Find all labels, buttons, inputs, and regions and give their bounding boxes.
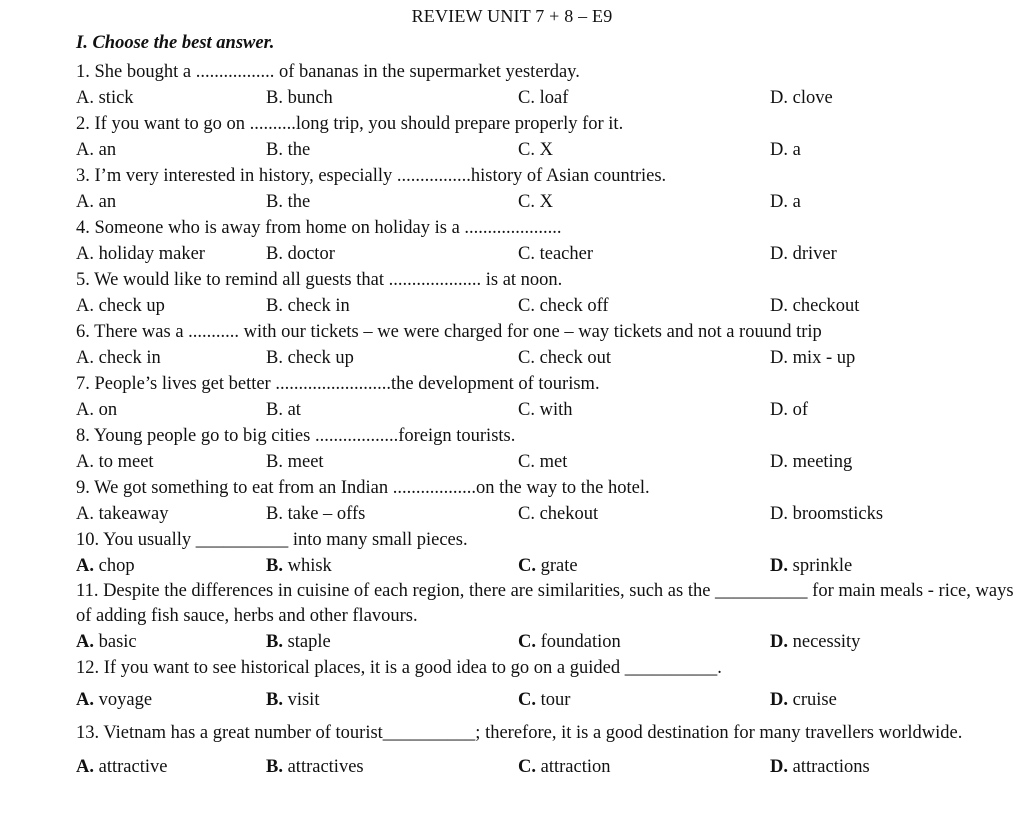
option-text: basic: [94, 632, 137, 652]
option-a[interactable]: A. check up: [76, 296, 165, 316]
option-letter: B.: [266, 556, 283, 576]
option-d[interactable]: D. driver: [770, 244, 837, 264]
option-a[interactable]: A. takeaway: [76, 504, 169, 524]
question-text: 4. Someone who is away from home on holiday is a .....................: [76, 218, 562, 238]
option-b[interactable]: B. at: [266, 400, 301, 420]
section-heading: I. Choose the best answer.: [76, 33, 275, 53]
question-text: 11. Despite the differences in cuisine of each region, there are similarities, such as the __________ for main meals - rice, ways of adding fish sauce, herbs and other flavours.: [76, 581, 1014, 626]
question-text: 2. If you want to go on ..........long trip, you should prepare properly for it.: [76, 114, 624, 134]
option-b[interactable]: [266, 754, 364, 780]
option-b[interactable]: B. doctor: [266, 244, 335, 264]
option-a[interactable]: [76, 687, 152, 713]
option-letter: C.: [518, 556, 536, 576]
option-text: attractions: [788, 757, 870, 777]
option-text: foundation: [536, 632, 621, 652]
option-a[interactable]: A. holiday maker: [76, 244, 205, 264]
option-b[interactable]: B. check up: [266, 348, 354, 368]
options-row: [76, 754, 1021, 780]
option-letter: D.: [770, 757, 788, 777]
option-d[interactable]: D. clove: [770, 88, 833, 108]
option-b[interactable]: B. bunch: [266, 88, 333, 108]
option-d[interactable]: D. mix - up: [770, 348, 856, 368]
question-text: 10. You usually __________ into many small pieces.: [76, 530, 468, 550]
option-text: whisk: [282, 556, 332, 576]
option-text: attraction: [536, 757, 611, 777]
page-title: REVIEW UNIT 7 + 8 – E9: [411, 6, 613, 26]
option-letter: B.: [266, 757, 283, 777]
option-text: visit: [282, 690, 320, 710]
option-d[interactable]: D. a: [770, 140, 801, 160]
option-b[interactable]: B. meet: [266, 452, 324, 472]
option-c[interactable]: C. X: [518, 140, 553, 160]
option-b[interactable]: [266, 687, 319, 713]
option-c[interactable]: C. teacher: [518, 244, 593, 264]
question-text: 5. We would like to remind all guests that .................... is at noon.: [76, 270, 563, 290]
option-letter: D.: [770, 556, 788, 576]
option-d[interactable]: D. meeting: [770, 452, 853, 472]
options-row: [76, 449, 1021, 475]
option-letter: B.: [266, 690, 283, 710]
option-b[interactable]: B. check in: [266, 296, 350, 316]
question-text: 7. People’s lives get better .........................the development of tourism.: [76, 374, 600, 394]
option-letter: C.: [518, 690, 536, 710]
options-row: [76, 553, 1021, 579]
option-a[interactable]: [76, 553, 135, 579]
option-d[interactable]: [770, 629, 860, 655]
option-c[interactable]: [518, 553, 578, 579]
option-text: cruise: [788, 690, 837, 710]
option-b[interactable]: [266, 629, 331, 655]
option-c[interactable]: C. loaf: [518, 88, 569, 108]
option-c[interactable]: [518, 754, 610, 780]
options-row: [76, 189, 1021, 215]
options-row: [76, 241, 1021, 267]
options-row: [76, 345, 1021, 371]
option-letter: A.: [76, 757, 94, 777]
option-letter: D.: [770, 632, 788, 652]
option-text: staple: [282, 632, 331, 652]
options-row: [76, 397, 1021, 423]
option-text: attractive: [94, 757, 168, 777]
option-c[interactable]: C. check off: [518, 296, 609, 316]
option-c[interactable]: C. chekout: [518, 504, 599, 524]
option-letter: A.: [76, 556, 94, 576]
option-a[interactable]: A. an: [76, 192, 117, 212]
question-text: 9. We got something to eat from an Indian ..................on the way to the hotel.: [76, 478, 650, 498]
option-letter: A.: [76, 690, 94, 710]
option-text: voyage: [94, 690, 153, 710]
option-text: sprinkle: [788, 556, 853, 576]
option-c[interactable]: C. met: [518, 452, 568, 472]
option-letter: C.: [518, 632, 536, 652]
option-b[interactable]: B. the: [266, 192, 311, 212]
option-c[interactable]: C. with: [518, 400, 573, 420]
question-text: 3. I’m very interested in history, especially ................history of Asian countries.: [76, 166, 667, 186]
question-text: 6. There was a ........... with our tickets – we were charged for one – way tickets and not a rouund trip: [76, 322, 822, 342]
question-text: 8. Young people go to big cities ..................foreign tourists.: [76, 426, 516, 446]
options-row: [76, 687, 1021, 713]
option-d[interactable]: D. a: [770, 192, 801, 212]
option-d[interactable]: [770, 687, 837, 713]
option-c[interactable]: C. X: [518, 192, 553, 212]
option-a[interactable]: A. an: [76, 140, 117, 160]
option-text: chop: [94, 556, 135, 576]
option-b[interactable]: B. take – offs: [266, 504, 366, 524]
options-row: [76, 85, 1021, 111]
option-d[interactable]: [770, 553, 852, 579]
option-a[interactable]: A. on: [76, 400, 118, 420]
option-a[interactable]: A. to meet: [76, 452, 154, 472]
option-a[interactable]: [76, 629, 137, 655]
option-text: attractives: [282, 757, 364, 777]
option-text: necessity: [788, 632, 861, 652]
option-c[interactable]: [518, 629, 621, 655]
option-b[interactable]: [266, 553, 332, 579]
option-letter: D.: [770, 690, 788, 710]
question-text: 12. If you want to see historical places, it is a good idea to go on a guided __________.: [76, 658, 722, 678]
option-letter: A.: [76, 632, 94, 652]
options-row: [76, 137, 1021, 163]
option-a[interactable]: A. check in: [76, 348, 161, 368]
option-letter: B.: [266, 632, 283, 652]
options-row: [76, 629, 1021, 655]
options-row: [76, 293, 1021, 319]
options-row: [76, 501, 1021, 527]
option-b[interactable]: B. the: [266, 140, 311, 160]
option-c[interactable]: [518, 687, 570, 713]
question-text: 1. She bought a ................. of bananas in the supermarket yesterday.: [76, 62, 580, 82]
option-letter: C.: [518, 757, 536, 777]
option-d[interactable]: D. broomsticks: [770, 504, 884, 524]
option-d[interactable]: D. of: [770, 400, 809, 420]
option-d[interactable]: [770, 754, 870, 780]
option-text: grate: [536, 556, 578, 576]
question-text: 13. Vietnam has a great number of tourist__________; therefore, it is a good destination for many travellers worldwide.: [76, 723, 963, 743]
option-a[interactable]: A. stick: [76, 88, 134, 108]
option-a[interactable]: [76, 754, 167, 780]
option-text: tour: [536, 690, 571, 710]
option-d[interactable]: D. checkout: [770, 296, 860, 316]
option-c[interactable]: C. check out: [518, 348, 611, 368]
question-list: [76, 59, 1021, 780]
